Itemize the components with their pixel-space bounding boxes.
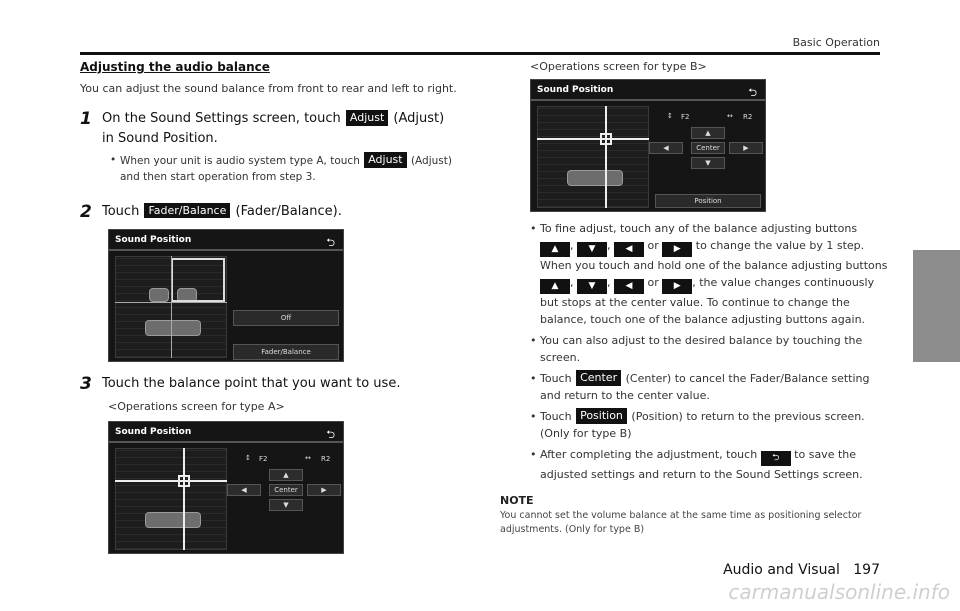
- down-arrow-button[interactable]: ▼: [691, 157, 725, 169]
- selected-zone: [171, 258, 225, 302]
- step-number: 3: [80, 374, 92, 395]
- fader-balance-button[interactable]: Fader/Balance: [233, 344, 339, 360]
- off-button[interactable]: Off: [233, 310, 339, 326]
- left-right-icon: ↔: [727, 112, 733, 120]
- intro-text: You can adjust the sound balance from front to rear and left to right.: [80, 82, 457, 95]
- front-left-seat: [149, 288, 169, 302]
- car-view[interactable]: [115, 448, 227, 550]
- fader-balance-button-label: Fader/Balance: [144, 203, 230, 219]
- bullet-after-adjust: • After completing the adjustment, touch ⮌ to save the adjusted settings and return to the Sound Settings screen.: [500, 446, 890, 483]
- left-arrow-button[interactable]: ◀: [227, 484, 261, 496]
- back-icon: ⮌: [761, 451, 791, 466]
- back-icon: ⮌: [326, 427, 335, 441]
- up-arrow-icon: ▲: [540, 242, 570, 257]
- footer-chapter: Audio and Visual: [723, 562, 840, 578]
- bullet-center: • Touch Center (Center) to cancel the Fader/Balance setting and return to the center value.: [500, 370, 890, 404]
- step-1-note: • When your unit is audio system type A, touch Adjust (Adjust) and then start operation from step 3.: [80, 152, 460, 186]
- back-icon: ⮌: [748, 86, 757, 99]
- left-right-icon: ↔: [305, 453, 311, 462]
- front-rear-icon: ↕: [667, 112, 673, 120]
- step-text: On the Sound Settings screen, touch: [102, 111, 341, 126]
- down-arrow-button[interactable]: ▼: [269, 499, 303, 511]
- watermark: carmanualsonline.info: [728, 580, 950, 604]
- right-arrow-button[interactable]: ▶: [729, 142, 763, 154]
- caption-type-a: <Operations screen for type A>: [108, 399, 285, 413]
- sound-position-screen-1: [108, 229, 344, 362]
- center-button[interactable]: Center: [269, 484, 303, 496]
- adjust-button-label: Adjust: [346, 110, 388, 126]
- step-text: Touch the balance point that you want to use.: [102, 376, 401, 392]
- balance-point-marker: [600, 133, 612, 145]
- step-3: [80, 374, 460, 394]
- step-number: 1: [80, 109, 92, 129]
- note-heading: NOTE: [500, 493, 534, 507]
- rear-value: R2: [321, 454, 331, 463]
- car-view[interactable]: [537, 106, 649, 208]
- left-arrow-button[interactable]: ◀: [649, 142, 683, 154]
- page-number: 197: [853, 562, 880, 578]
- bullet-position: • Touch Position (Position) to return to the previous screen. (Only for type B): [500, 408, 890, 442]
- note-text: You cannot set the volume balance at the same time as positioning selector adjustments. (Only for type B): [500, 509, 862, 535]
- header-rule: [80, 52, 880, 55]
- screen-title: Sound Position: [115, 426, 192, 437]
- screen-title-bar: [109, 441, 343, 443]
- position-button[interactable]: Position: [655, 194, 761, 208]
- center-button[interactable]: Center: [691, 142, 725, 154]
- right-column: [500, 60, 890, 537]
- caption-type-b: <Operations screen for type B>: [530, 60, 707, 73]
- balance-crosshair-horizontal: [115, 480, 227, 482]
- rear-seat: [145, 512, 201, 528]
- zone-divider: [171, 256, 172, 358]
- step-number: 2: [80, 201, 92, 222]
- front-value: F2: [259, 454, 268, 463]
- balance-crosshair-vertical: [183, 448, 185, 550]
- screen-title-bar: [109, 249, 343, 251]
- down-arrow-icon: ▼: [577, 242, 607, 257]
- down-arrow-icon: ▼: [577, 279, 607, 294]
- front-value: F2: [681, 113, 690, 121]
- step-1: [80, 109, 460, 148]
- balance-crosshair-vertical: [605, 106, 607, 208]
- left-column: [80, 60, 460, 554]
- balance-crosshair-horizontal: [537, 138, 649, 140]
- balance-point-marker: [178, 475, 190, 487]
- right-arrow-button[interactable]: ▶: [307, 484, 341, 496]
- bullet-touch-screen: • You can also adjust to the desired balance by touching the screen.: [500, 332, 890, 366]
- up-arrow-button[interactable]: ▲: [269, 469, 303, 481]
- position-button-label: Position: [576, 408, 627, 424]
- up-arrow-button[interactable]: ▲: [691, 127, 725, 139]
- right-arrow-icon: ▶: [662, 242, 692, 257]
- sound-position-screen-type-a: [108, 421, 344, 554]
- header-section-title: Basic Operation: [792, 36, 880, 49]
- front-rear-icon: ↕: [245, 453, 251, 462]
- chapter-side-tab: [913, 250, 960, 362]
- center-button-label: Center: [576, 370, 621, 386]
- bullet-list: [500, 220, 890, 484]
- sound-position-screen-type-b: [530, 79, 766, 212]
- step-text: (Adjust) in Sound Position.: [102, 111, 445, 146]
- right-arrow-icon: ▶: [662, 279, 692, 294]
- left-arrow-icon: ◀: [614, 279, 644, 294]
- screen-title-bar: [531, 99, 765, 101]
- adjust-button-label: Adjust: [364, 152, 406, 168]
- rear-value: R2: [743, 113, 753, 121]
- screen-title: Sound Position: [115, 235, 192, 246]
- rear-seat: [145, 320, 201, 336]
- page-footer: [723, 562, 880, 578]
- screen-title: Sound Position: [537, 85, 614, 95]
- up-arrow-icon: ▲: [540, 279, 570, 294]
- bullet-fine-adjust: • To fine adjust, touch any of the balance adjusting buttons ▲ , ▼ , ◀ or ▶ to change the value by 1 step. When you touch and hold one of the balance adjusting buttons ▲ , ▼ , ◀ or ▶ , the value changes continuously but stops at the center value. To continue to change the balance, touch one of the balance adjusting buttons again.: [500, 220, 890, 328]
- step-2: [80, 202, 460, 222]
- rear-seat: [567, 170, 623, 186]
- step-text: (Fader/Balance).: [235, 203, 342, 219]
- step-text: Touch: [102, 203, 140, 219]
- left-arrow-icon: ◀: [614, 242, 644, 257]
- section-title: Adjusting the audio balance: [80, 60, 270, 74]
- back-icon: ⮌: [326, 236, 335, 250]
